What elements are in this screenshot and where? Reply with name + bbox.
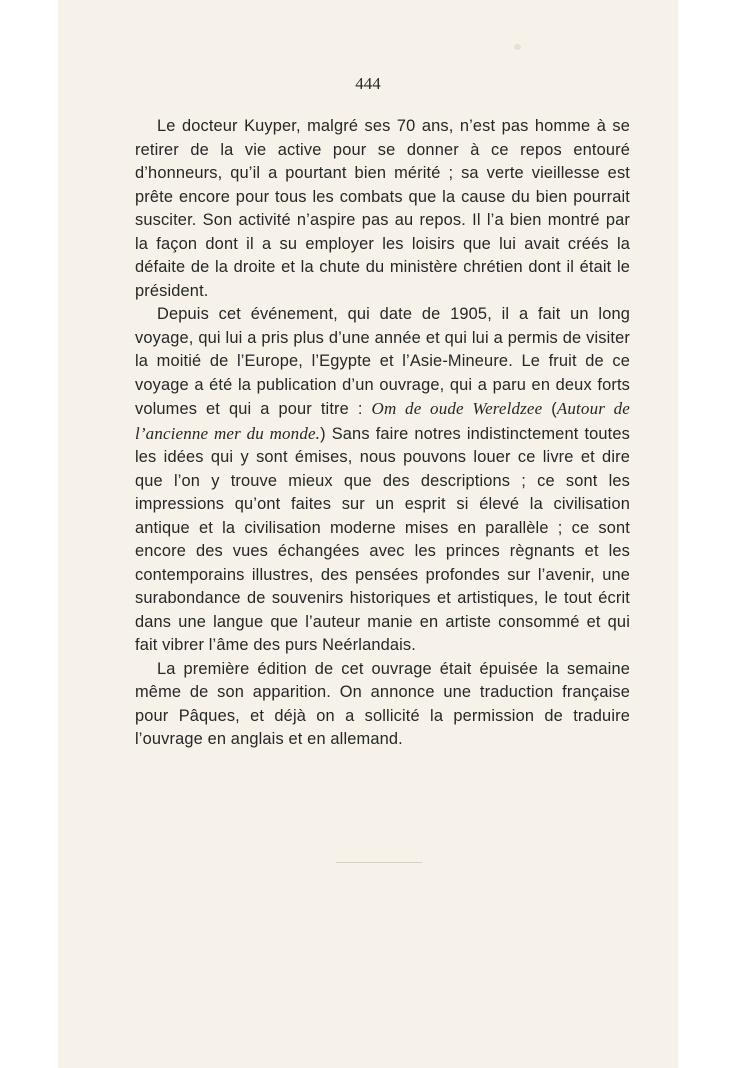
paper-spot — [514, 44, 521, 50]
paragraph-3: La première édition de cet ouvrage était épuisée la semaine même de son apparition. On annonce une traduction française pour Pâques, et déjà on a sollicité la permission de traduire l’ouvrage en anglais et en allemand. — [135, 659, 630, 748]
paragraph-2-text-before: Depuis cet événement, qui date de 1905, il a fait un long voyage, qui lui a pris plus d’une année et qui lui a permis de visiter la moitié de l’Europe, l’Egypte et l’Asie-Mineure. Le fruit de ce voyage a été la publication d’un ouvrage, qui a paru en deux forts volumes et qui a pour titre : — [135, 305, 630, 418]
section-end-rule — [336, 862, 422, 863]
paren-open: ( — [542, 400, 557, 418]
paragraph-2-text-after: ) Sans faire notres indistinctement toutes les idées qui y sont émises, nous pouvons louer ce livre et dire que l’on y trouve mieux que des descriptions ; ce sont les impressions qu’ont faites sur un esprit si élevé la civilisation antique et la civilisation moderne mises en parallèle ; ce sont encore des vues échangées avec les princes règnants et les contemporains illustres, des pensées profondes sur l’avenir, une surabondance de souvenirs historiques et artistiques, le tout écrit dans une langue que l’auteur manie en artiste consommé et qui fait vibrer l’âme des purs Neérlandais. — [135, 424, 630, 654]
book-page — [58, 0, 678, 1068]
book-title-dutch: Om de oude Wereldzee — [371, 399, 543, 418]
paragraph-2 — [135, 303, 630, 658]
body-text — [135, 115, 630, 752]
scan-left-margin — [0, 0, 58, 1068]
scan-right-margin — [678, 0, 738, 1068]
paragraph-1: Le docteur Kuyper, malgré ses 70 ans, n’est pas homme à se retirer de la vie active pour se donner à ce repos entouré d’honneurs, qu’il a pourtant bien mérité ; sa verte vieillesse est prête encore pour tous les combats que la cause du bien pourrait susciter. Son activité n’aspire pas au repos. Il l’a bien montré par la façon dont il a su employer les loisirs que lui avait créés la défaite de la droite et la chute du ministère chrétien dont il était le président. — [135, 117, 630, 300]
page-number: 444 — [355, 74, 381, 93]
book-title-french: Autour de l’ancienne mer du monde. — [135, 399, 630, 443]
